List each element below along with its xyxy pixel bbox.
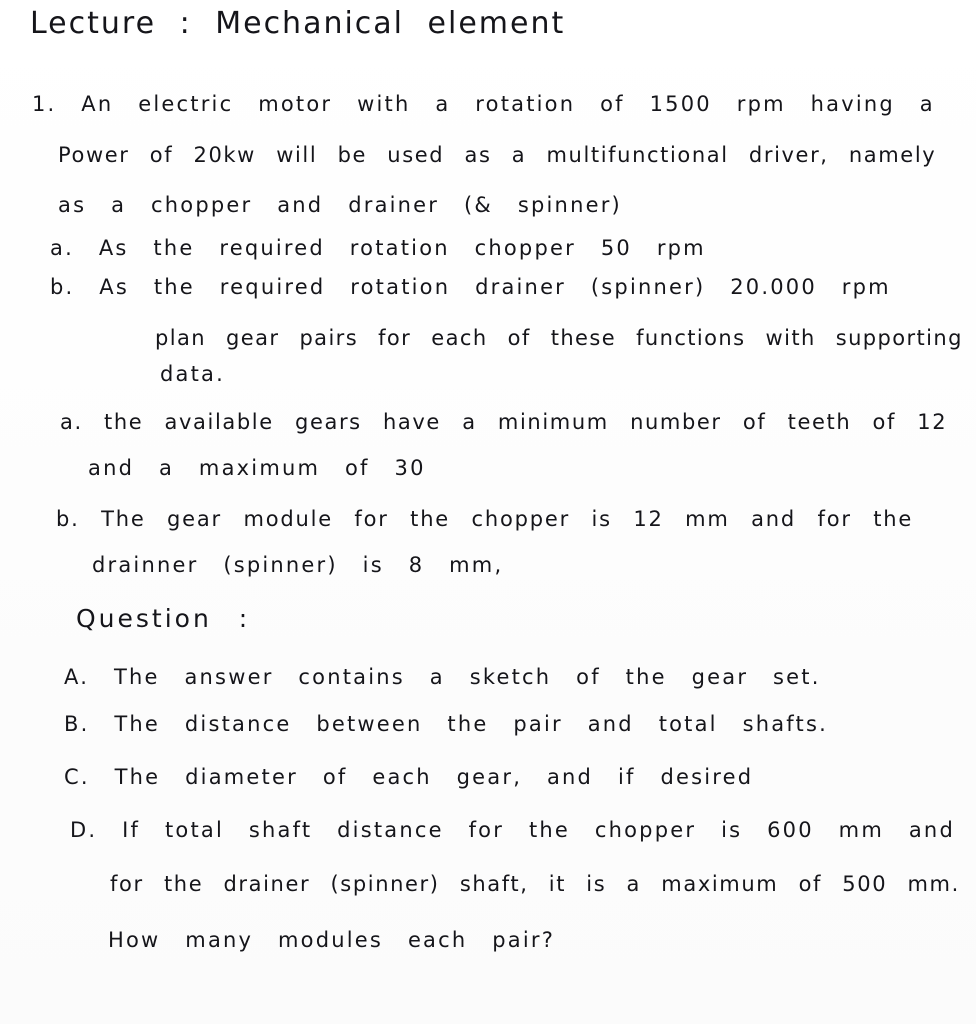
data-a-line-1: a. the available gears have a minimum number of teeth of 12 (60, 410, 948, 434)
plan-line-2: data. (160, 362, 225, 386)
question-a: A. The answer contains a sketch of the gear set. (64, 665, 821, 689)
requirement-b: b. As the required rotation drainer (spinner) 20.000 rpm (50, 275, 891, 299)
question-b: B. The distance between the pair and total shafts. (64, 712, 828, 736)
lecture-title: Lecture : Mechanical element (30, 6, 566, 41)
question-d-line-1: D. If total shaft distance for the chopper is 600 mm and (70, 818, 955, 842)
question-c: C. The diameter of each gear, and if desired (64, 765, 754, 789)
data-b-line-2: drainner (spinner) is 8 mm, (92, 553, 504, 577)
data-b-line-1: b. The gear module for the chopper is 12 mm and for the (56, 507, 914, 531)
question-d-line-3: How many modules each pair? (108, 928, 556, 952)
problem-line-2: Power of 20kw will be used as a multifunctional driver, namely (58, 143, 937, 167)
plan-line-1: plan gear pairs for each of these functions with supporting (155, 326, 963, 350)
question-heading: Question : (76, 604, 251, 633)
problem-line-3: as a chopper and drainer (& spinner) (58, 193, 622, 217)
problem-line-1: 1. An electric motor with a rotation of 1500 rpm having a (32, 92, 935, 116)
question-d-line-2: for the drainer (spinner) shaft, it is a maximum of 500 mm. (110, 872, 960, 896)
requirement-a: a. As the required rotation chopper 50 rpm (50, 236, 706, 260)
data-a-line-2: and a maximum of 30 (88, 456, 426, 480)
